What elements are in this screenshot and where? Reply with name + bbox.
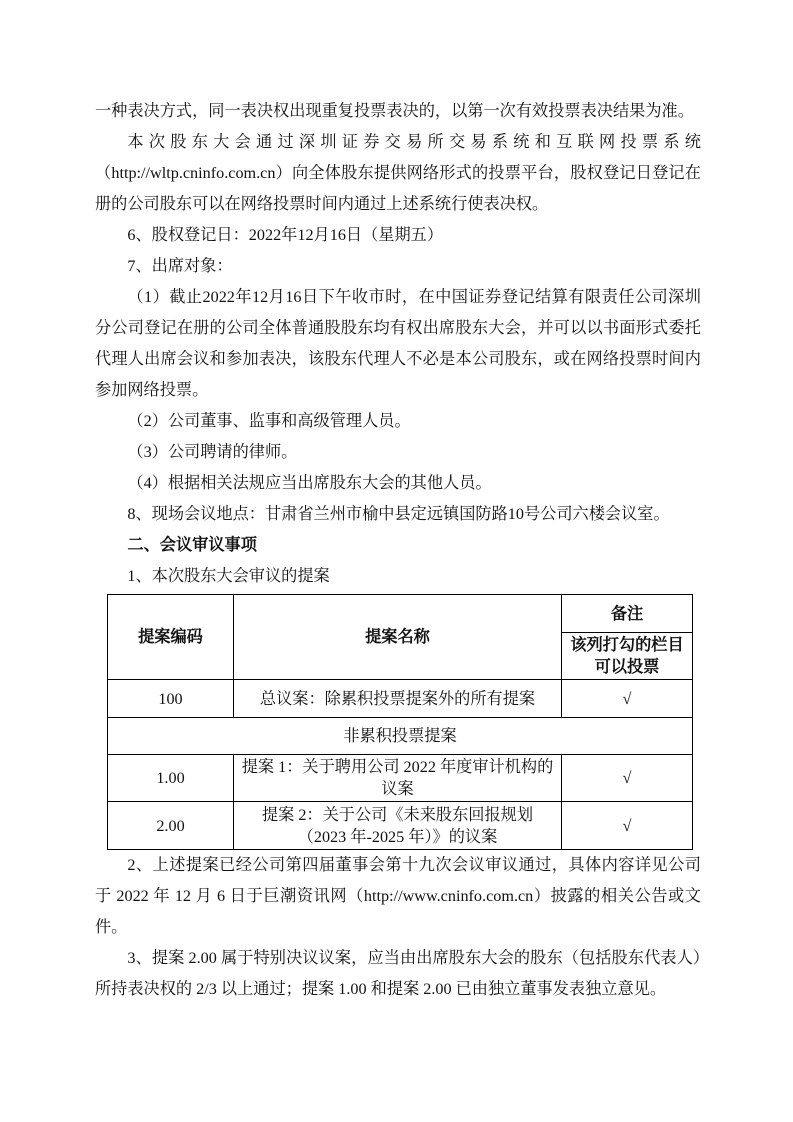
table-row-general-proposal [108, 680, 693, 718]
section-heading-review-matters: 二、会议审议事项 [127, 536, 257, 554]
item-8-meeting-venue: 8、现场会议地点：甘肃省兰州市榆中县定远镇国防路10号公司六楼会议室。 [127, 505, 670, 523]
table-row-proposal-1 [108, 755, 693, 802]
item-7-3-lawyers: （3）公司聘请的律师。 [127, 443, 298, 461]
item-7-2-directors-supervisors: （2）公司董事、监事和高级管理人员。 [127, 412, 411, 430]
cell-code-general: 100 [108, 680, 234, 718]
item-7-attendees: 7、出席对象： [127, 257, 233, 275]
cell-check-general checkmark-icon: √ [562, 680, 693, 718]
cell-name-proposal-2: 提案 2：关于公司《未来股东回报规划（2023 年-2025 年）》的议案 [234, 802, 562, 850]
item-3-special-resolution: 3、提案 2.00 属于特别决议议案，应当由出席股东大会的股东（包括股东代表人）所持表决权的 2/3 以上通过；提案 1.00 和提案 2.00 已由独立董事发表独立意见。 [95, 949, 701, 998]
paragraph-online-voting-platform: 本次股东大会通过深圳证券交易所交易系统和互联网投票系统（http://wltp.cninfo.com.cn）向全体股东提供网络形式的投票平台，股权登记日登记在册的公司股东可以在网络投票时间内通过上述系统行使表决权。 [95, 133, 701, 213]
table-header-proposal-code: 提案编码 [108, 595, 234, 680]
cell-check-proposal-1 checkmark-icon: √ [562, 755, 693, 802]
item-7-4-other-attendees: （4）根据相关法规应当出席股东大会的其他人员。 [127, 474, 492, 492]
cell-name-proposal-1: 提案 1：关于聘用公司 2022 年度审计机构的议案 [234, 755, 562, 802]
item-6-record-date: 6、股权登记日：2022年12月16日（星期五） [127, 226, 444, 244]
table-header-remark-note: 该列打勾的栏目可以投票 [562, 633, 693, 680]
table-row-proposal-2 [108, 802, 693, 850]
cell-name-general: 总议案：除累积投票提案外的所有提案 [234, 680, 562, 718]
cell-code-proposal-1: 1.00 [108, 755, 234, 802]
item-7-1-registered-shareholders: （1）截止2022年12月16日下午收市时，在中国证券登记结算有限责任公司深圳分公司登记在册的公司全体普通股股东均有权出席股东大会，并可以以书面形式委托代理人出席会议和参加表决，该股东代理人不必是本公司股东，或在网络投票时间内参加网络投票。 [95, 288, 701, 399]
table-header-row-top [108, 595, 693, 633]
paragraph-continued-voting-method: 一种表决方式，同一表决权出现重复投票表决的，以第一次有效投票表决结果为准。 [95, 102, 694, 120]
cell-check-proposal-2 checkmark-icon: √ [562, 802, 693, 850]
table-row-non-cumulative-section [108, 718, 693, 755]
cell-section-non-cumulative: 非累积投票提案 [108, 718, 693, 755]
table-header-remark: 备注 [562, 595, 693, 633]
cell-code-proposal-2: 2.00 [108, 802, 234, 850]
item-1-proposals-intro: 1、本次股东大会审议的提案 [127, 567, 330, 585]
proposals-table [107, 594, 693, 850]
table-header-proposal-name: 提案名称 [234, 595, 562, 680]
item-2-board-approval: 2、上述提案已经公司第四届董事会第十九次会议审议通过，具体内容详见公司于 2022 年 12 月 6 日于巨潮资讯网（http://www.cninfo.com.cn）披露的相关公告或文件。 [95, 856, 701, 936]
